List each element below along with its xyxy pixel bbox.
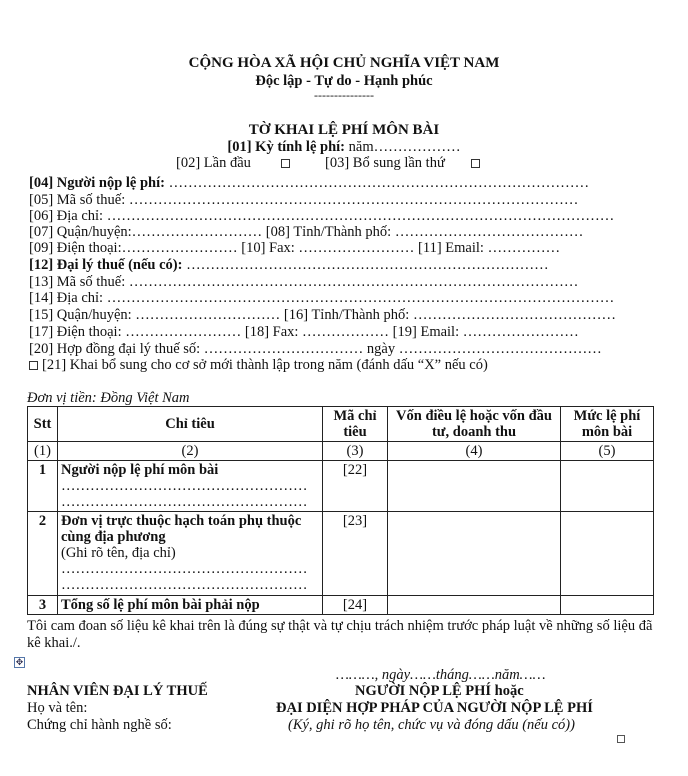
agent-line [29,258,549,273]
row-code: [24] [323,596,388,615]
row-title: Tổng số lệ phí môn bài phải nộp [58,596,323,615]
supplement-checkbox[interactable] [471,159,480,168]
supplement-label: [03] Bổ sung lần thứ [325,155,445,171]
row-item-cell [58,461,323,512]
col-number: (1) [28,442,58,461]
staff-cert-label: Chứng chỉ hành nghề số: [27,717,172,733]
first-time-option[interactable] [176,156,251,171]
fee-table [27,406,654,615]
row-subtitle: (Ghi rõ tên, địa chỉ) [61,545,176,561]
payer-tax-code-field[interactable]: [05] Mã số thuế: ………………………………………………………………………………… [29,192,579,208]
supplement-21-checkbox[interactable] [29,361,38,370]
row-title: Đơn vị trực thuộc hạch toán phụ thuộc cùng địa phương [61,513,302,545]
payer-name-field[interactable]: …………………………………………………………………………… [168,175,590,191]
header-code: Mã chỉ tiêu [323,407,388,442]
end-mark-icon [617,735,625,743]
table-header-row [28,407,654,442]
col-number: (4) [388,442,561,461]
row-stt: 1 [28,461,58,512]
header-stt: Stt [28,407,58,442]
currency-note: Đơn vị tiền: Đồng Việt Nam [27,390,190,406]
agent-phone-field[interactable]: [17] Điện thoại: …………………… [18] Fax: ……………… [19] Email: …………………… [29,324,579,340]
period-value: năm……………… [348,139,461,155]
table-row [28,596,654,615]
table-number-row [28,442,654,461]
header-fee: Mức lệ phí môn bài [561,407,654,442]
row-input-line[interactable]: …………………………………………… [61,577,308,593]
row-capital-cell[interactable] [388,512,561,596]
agent-district-field[interactable]: [15] Quận/huyện: ………………………… [16] Tỉnh/Thành phố: …………………………………… [29,307,616,323]
row-stt: 2 [28,512,58,596]
row-input-line[interactable]: …………………………………………… [61,561,308,577]
supplement-21-label: [21] Khai bổ sung cho cơ sở mới thành lập trong năm (đánh dấu “X” nếu có) [42,357,488,373]
row-input-line[interactable]: …………………………………………… [61,478,308,494]
col-number: (2) [58,442,323,461]
nation-title: CỘNG HÒA XÃ HỘI CHỦ NGHĨA VIỆT NAM [188,55,500,71]
row-item-cell [58,512,323,596]
form-title: TỜ KHAI LỆ PHÍ MÔN BÀI [248,122,440,138]
payer-line [29,176,589,191]
row-title: Người nộp lệ phí môn bài [61,462,219,478]
commitment-text: Tôi cam đoan số liệu kê khai trên là đúng sự thật và tự chịu trách nhiệm trước pháp luật về những số liệu đã kê khai./. [27,618,653,651]
payer-phone-field[interactable]: [09] Điện thoại:…………………… [10] Fax: …………………… [11] Email: …………… [29,240,561,256]
row-fee-cell[interactable] [561,512,654,596]
header-capital: Vốn điều lệ hoặc vốn đầu tư, doanh thu [388,407,561,442]
staff-name-label: Họ và tên: [27,700,88,716]
table-row [28,461,654,512]
table-move-handle-icon[interactable]: ✥ [15,657,24,667]
agent-tax-code-field[interactable]: [13] Mã số thuế: ………………………………………………………………………………… [29,274,579,290]
agent-name-field[interactable]: ………………………………………………………………… [186,257,549,273]
row-input-line[interactable]: …………………………………………… [61,494,308,510]
first-time-checkbox[interactable] [281,159,290,168]
col-number: (3) [323,442,388,461]
row-capital-cell[interactable] [388,596,561,615]
payer-sign-note: (Ký, ghi rõ họ tên, chức vụ và đóng dấu (nếu có)) [288,717,575,733]
row-stt: 3 [28,596,58,615]
row-capital-cell[interactable] [388,461,561,512]
period-label: [01] Kỳ tính lệ phí: [227,139,346,155]
payer-district-field[interactable]: [07] Quận/huyện:……………………… [08] Tỉnh/Thành phố: ………………………………… [29,224,584,240]
supplement-21-line [29,358,488,373]
agent-contract-field[interactable]: [20] Hợp đồng đại lý thuế số: …………………………… ngày …………………………………… [29,341,602,357]
motto: Độc lập - Tự do - Hạnh phúc [255,73,433,89]
row-code: [22] [323,461,388,512]
header-item: Chỉ tiêu [58,407,323,442]
agent-address-field[interactable]: [14] Địa chỉ: …………………………………………………………………………………………… [29,290,615,306]
agent-label: [12] Đại lý thuế (nếu có): [29,257,183,273]
period-line [0,140,688,155]
payer-sign-title: NGƯỜI NỘP LỆ PHÍ hoặc [355,683,524,699]
agent-staff-title: NHÂN VIÊN ĐẠI LÝ THUẾ [27,683,208,699]
first-time-label: [02] Lần đầu [176,155,251,171]
row-fee-cell[interactable] [561,461,654,512]
row-code: [23] [323,512,388,596]
col-number: (5) [561,442,654,461]
payer-address-field[interactable]: [06] Địa chỉ: …………………………………………………………………………………………… [29,208,615,224]
header-rule: --------------- [314,88,374,102]
table-row [28,512,654,596]
supplement-option[interactable] [325,156,445,171]
payer-rep-title: ĐẠI DIỆN HỢP PHÁP CỦA NGƯỜI NỘP LỆ PHÍ [276,700,593,716]
row-fee-cell[interactable] [561,596,654,615]
date-line[interactable]: ………, ngày……tháng……năm…… [336,667,546,683]
payer-label: [04] Người nộp lệ phí: [29,175,165,191]
